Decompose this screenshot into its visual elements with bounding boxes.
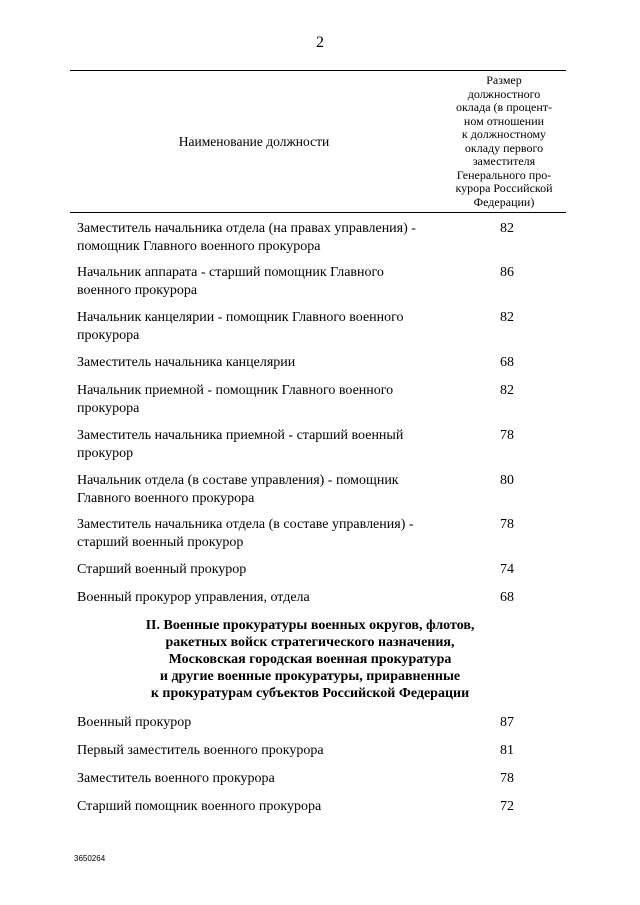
salary-percent: 68 [500,355,514,370]
position-name: Старший военный прокурор [77,562,247,577]
salary-percent: 78 [500,517,514,532]
position-name: Начальник приемной - помощник Главного военного прокурора [77,383,394,416]
position-name: Заместитель начальника канцелярии [77,355,296,370]
salary-percent: 86 [500,265,514,280]
position-name: Заместитель начальника приемной - старший военный прокурор [77,428,404,461]
position-name: Начальник канцелярии - помощник Главного военного прокурора [77,310,404,343]
document-code: 3650264 [74,854,106,863]
page-number: 2 [316,34,324,51]
position-name: Начальник аппарата - старший помощник Главного военного прокурора [77,265,384,298]
salary-percent: 78 [500,771,514,786]
salary-percent: 87 [500,715,514,730]
position-name: Первый заместитель военного прокурора [77,743,324,758]
position-name: Начальник отдела (в составе управления) - помощник Главного военного прокурора [77,473,399,506]
salary-percent: 78 [500,428,514,443]
salary-percent: 68 [500,590,514,605]
salary-percent: 72 [500,799,514,814]
column-header-position-name: Наименование должности [178,134,330,149]
position-name: Военный прокурор [77,715,192,730]
table-top-rule [70,70,566,71]
table-header-rule [70,212,566,213]
position-name: Заместитель начальника отдела (на правах управления) - помощник Главного военного прокурора [77,221,416,254]
position-name: Военный прокурор управления, отдела [77,590,310,605]
salary-percent: 80 [500,473,514,488]
position-name: Заместитель военного прокурора [77,771,275,786]
salary-percent: 74 [500,562,514,577]
column-header-salary-percent: Размер должностного оклада (в процент- ном отношении к должностному окладу первого заместителя Генерального про- курора Российской Федерации) [455,73,553,209]
section-heading: II. Военные прокуратуры военных округов, флотов, ракетных войск стратегического назначения, Московская городская военная прокуратура и другие военные прокуратуры, приравненные к прокуратурам субъектов Российской Федерации [145,618,475,701]
salary-percent: 82 [500,383,514,398]
salary-percent: 81 [500,743,514,758]
salary-percent: 82 [500,221,514,236]
position-name: Старший помощник военного прокурора [77,799,322,814]
position-name: Заместитель начальника отдела (в составе управления) - старший военный прокурор [77,517,414,550]
salary-percent: 82 [500,310,514,325]
